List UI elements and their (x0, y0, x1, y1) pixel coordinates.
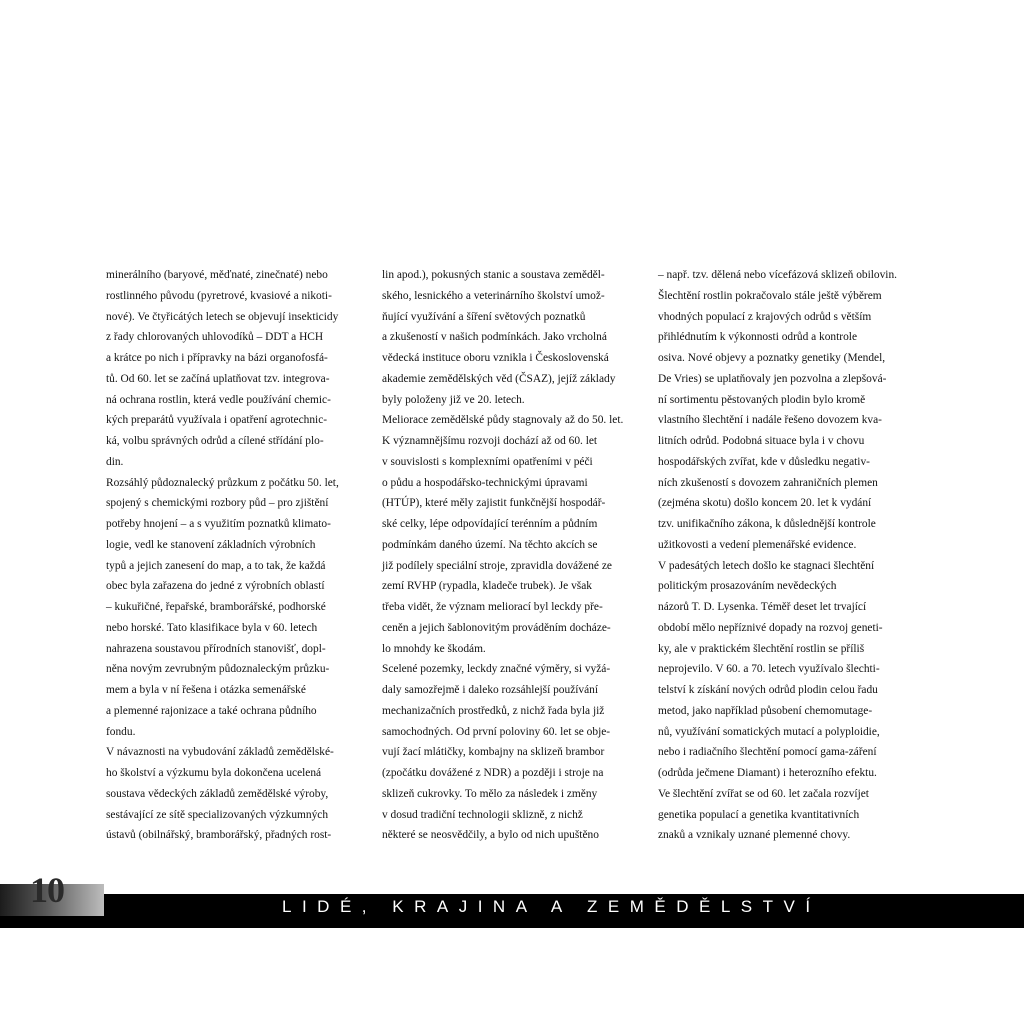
text-line: mem a byla v ní řešena i otázka semenářské (106, 684, 306, 696)
text-line: ústavů (obilnářský, bramborářský, přadných rost- (106, 829, 332, 842)
text-line: spojený s chemickými rozbory půd – pro zjištění (106, 497, 329, 510)
text-line: z řady chlorovaných uhlovodíků – DDT a HCH (106, 331, 324, 344)
text-line: období mělo nepříznivé dopady na rozvoj geneti- (658, 621, 883, 634)
text-line: soustava vědeckých základů zemědělské výroby, (106, 787, 329, 800)
text-line: kých preparátů využívala i opatření agrotechnic- (106, 414, 328, 427)
text-line: nové). Ve čtyřicátých letech se objevují insekticidy (106, 310, 339, 323)
text-line: ho školství a výzkumu byla dokončena ucelená (106, 767, 322, 779)
text-line: lo mnohdy ke škodám. (382, 642, 486, 655)
text-line: tzv. unifikačního zákona, k důslednější kontrole (658, 518, 876, 530)
text-line: ká, volbu správných odrůd a cílené střídání plo- (106, 435, 324, 447)
page-number: 10 (30, 870, 64, 910)
text-line: již podílely speciální stroje, zpravidla dovážené ze (382, 559, 612, 572)
text-line: (odrůda ječmene Diamant) i heterozního efektu. (658, 767, 877, 779)
text-line: užitkovosti a vedení plemenářské evidence. (658, 538, 857, 551)
text-line: sklizeň cukrovky. To mělo za následek i změny (382, 787, 598, 800)
text-line: ky, ale v praktickém šlechtění rostlin se příliš (658, 642, 865, 655)
text-line: některé se neosvědčily, a bylo od nich upuštěno (382, 829, 599, 842)
text-line: vlastního šlechtění i nadále řešeno dovozem kva- (658, 414, 882, 427)
text-line: politickým prosazováním nevědeckých (658, 580, 837, 593)
text-line: Šlechtění rostlin pokračovalo stále ještě výběrem (658, 289, 882, 302)
text-line: Meliorace zemědělské půdy stagnovaly až do 50. let. (382, 414, 624, 427)
text-line: telství k získání nových odrůd plodin celou řadu (658, 684, 878, 696)
text-line: typů a jejich zanesení do map, a to tak, že každá (106, 559, 326, 572)
text-line: sestávající ze sítě specializovaných výzkumných (106, 808, 329, 821)
text-line: ní sortimentu pěstovaných plodin bylo kromě (658, 393, 866, 406)
text-line: Scelené pozemky, leckdy značné výměry, si vyžá- (382, 663, 611, 676)
text-line: metod, jako například působení chemomutage- (658, 704, 873, 717)
text-line: nebo horské. Tato klasifikace byla v 60. letech (106, 621, 318, 634)
text-line: fondu. (106, 725, 136, 738)
text-line: hospodářských zvířat, kde v důsledku negativ- (658, 455, 870, 468)
text-line: ňující využívání a šíření světových poznatků (382, 310, 586, 323)
text-line: De Vries) se uplatňovaly jen pozvolna a zlepšová- (658, 372, 887, 385)
text-line: znaků a vznikaly uznané plemenné chovy. (658, 829, 851, 842)
text-line: V návaznosti na vybudování základů zemědělské- (106, 746, 334, 759)
text-line: a zkušeností v našich podmínkách. Jako vrcholná (382, 331, 607, 344)
text-line: byly položeny již ve 20. letech. (382, 393, 525, 406)
text-line: potřeby hnojení – a s využitím poznatků klimato- (106, 518, 331, 530)
text-line: akademie zemědělských věd (ČSAZ), jejíž základy (382, 372, 616, 385)
text-line: ského, lesnického a veterinárního školství umož- (382, 289, 605, 302)
text-line: Ve šlechtění zvířat se od 60. let začala rozvíjet (658, 787, 869, 800)
text-line: – kukuřičné, řepařské, bramborářské, podhorské (106, 601, 326, 613)
text-line: a krátce po nich i přípravky na bázi organofosfá- (106, 352, 328, 364)
running-title: LIDÉ, KRAJINA A ZEMĚDĚLSTVÍ (282, 897, 821, 916)
text-line: třeba vidět, že význam meliorací byl leckdy pře- (382, 601, 603, 613)
text-line: podmínkám daného území. Na těchto akcích se (382, 538, 598, 551)
text-line: ná ochrana rostlin, která vedle používání chemic- (106, 393, 331, 406)
text-column-2 (382, 265, 644, 846)
text-line: nebo i radiačního šlechtění pomocí gama-záření (658, 746, 877, 759)
text-line: (HTÚP), které měly zajistit funkčnější hospodář- (382, 497, 606, 510)
text-line: a plemenné rajonizace a také ochrana půdního (106, 704, 317, 717)
text-line: din. (106, 455, 124, 468)
text-line: – např. tzv. dělená nebo vícefázová sklizeň obilovin. (658, 269, 898, 281)
text-line: osiva. Nové objevy a poznatky genetiky (Mendel, (658, 352, 886, 364)
text-line: logie, vedl ke stanovení základních výrobních (106, 538, 316, 551)
text-line: názorů T. D. Lysenka. Téměř deset let trvající (658, 601, 867, 613)
text-line: ské celky, lépe odpovídající terénním a půdním (382, 518, 598, 530)
text-line: neprojevilo. V 60. a 70. letech využívalo šlechti- (658, 663, 880, 676)
text-line: (zejména skotu) došlo koncem 20. let k vydání (658, 497, 872, 510)
text-line: mechanizačních prostředků, z nichž řada byla již (382, 704, 605, 717)
text-line: ceněn a jejich šablonovitým prováděním docháze- (382, 621, 611, 634)
text-line: lin apod.), pokusných stanic a soustava zeměděl- (382, 269, 605, 281)
text-line: v souvislosti s komplexními opatřeními v péči (382, 455, 593, 468)
text-column-1 (106, 265, 368, 846)
text-line: ních zkušeností s dovozem zahraničních plemen (658, 476, 878, 489)
text-line: zemí RVHP (rypadla, kladeče trubek). Je však (382, 580, 592, 593)
text-line: obec byla zařazena do jedné z výrobních oblastí (106, 580, 325, 593)
text-line: V padesátých letech došlo ke stagnaci šlechtění (658, 559, 875, 572)
text-line: litních odrůd. Podobná situace byla i v chovu (658, 435, 865, 447)
text-line: K významnějšímu rozvoji dochází až od 60. let (382, 435, 598, 447)
text-line: genetika populací a genetika kvantitativních (658, 808, 860, 821)
text-line: Rozsáhlý půdoznalecký průzkum z počátku 50. let, (106, 476, 339, 489)
text-line: přihlédnutím k výkonnosti odrůd a kontrole (658, 331, 857, 344)
text-line: tů. Od 60. let se začíná uplatňovat tzv. integrova- (106, 372, 330, 385)
text-column-3 (658, 265, 920, 846)
text-line: něna novým zevrubným půdoznaleckým průzku- (106, 663, 330, 676)
text-line: minerálního (baryové, měďnaté, zinečnaté) nebo (106, 269, 328, 281)
text-line: samochodných. Od první poloviny 60. let se obje- (382, 725, 611, 738)
text-line: rostlinného původu (pyretrové, kvasiové a nikoti- (106, 289, 332, 302)
text-line: nahrazena soustavou přírodních stanovišť, dopl- (106, 642, 326, 655)
text-line: vědecká instituce oboru vznikla i Československá (382, 352, 609, 364)
text-line: (zpočátku dovážené z NDR) a později i stroje na (382, 767, 604, 779)
text-line: vují žací mlátičky, kombajny na sklizeň brambor (382, 746, 605, 759)
text-line: v dosud tradiční technologii sklizně, z nichž (382, 808, 583, 821)
text-line: daly samozřejmě i daleko rozsáhlejší používání (382, 684, 599, 696)
text-line: vhodných populací z krajových odrůd s větším (658, 310, 872, 323)
text-line: o půdu a hospodářsko-technickými úpravami (382, 476, 588, 489)
text-line: nů, využívání somatických mutací a polyploidie, (658, 725, 880, 738)
